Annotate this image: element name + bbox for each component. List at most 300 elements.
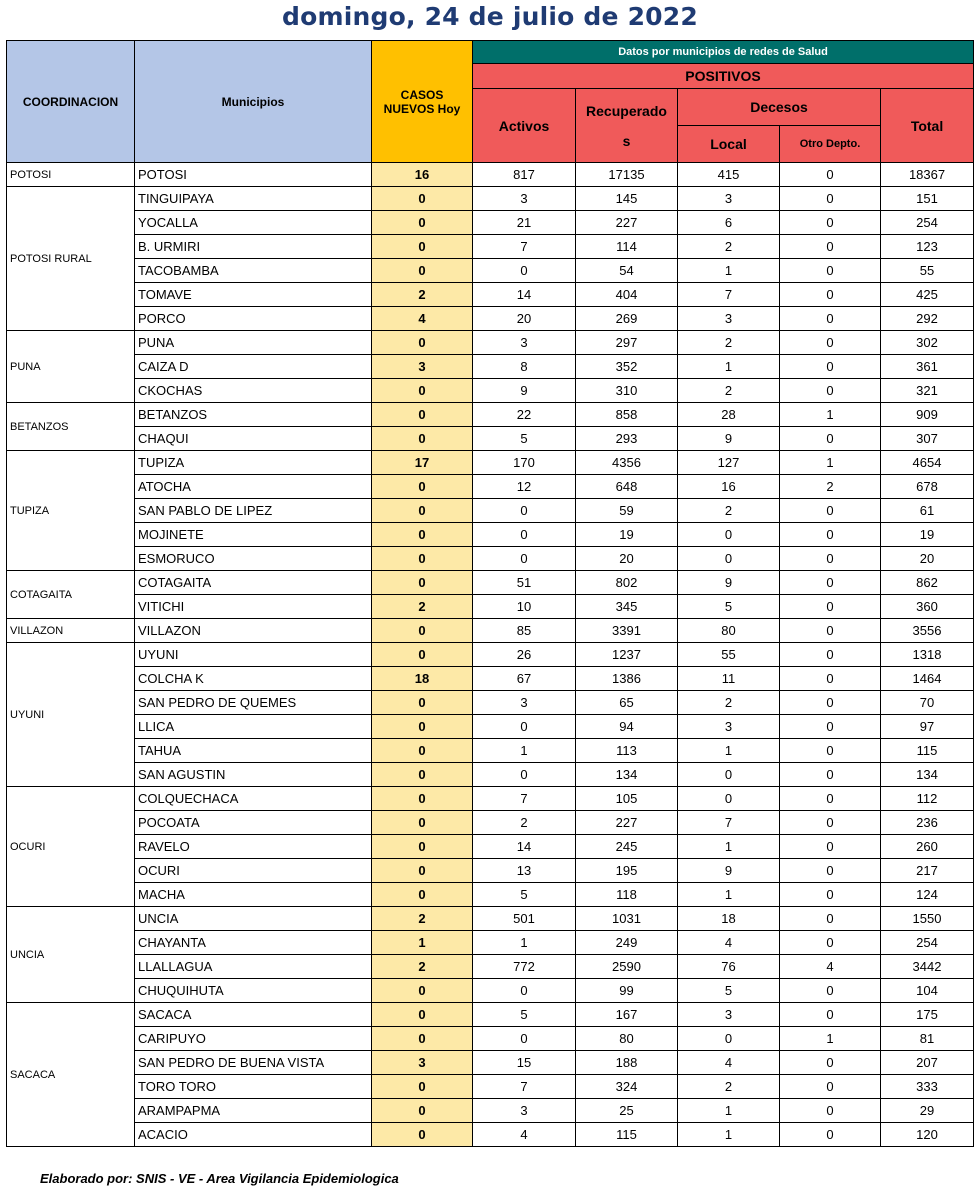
casos-nuevos-cell: 2: [372, 907, 473, 931]
recuperados-cell: 134: [576, 763, 678, 787]
activos-cell: 22: [473, 403, 576, 427]
table-row: [7, 571, 974, 595]
municipio-cell: ESMORUCO: [135, 547, 372, 571]
table-row: [7, 355, 974, 379]
activos-cell: 501: [473, 907, 576, 931]
decesos-local-cell: 9: [678, 859, 780, 883]
casos-nuevos-cell: 0: [372, 571, 473, 595]
decesos-otro-cell: 0: [780, 739, 881, 763]
recuperados-cell: 352: [576, 355, 678, 379]
casos-nuevos-cell: 0: [372, 811, 473, 835]
municipio-cell: YOCALLA: [135, 211, 372, 235]
municipio-cell: MOJINETE: [135, 523, 372, 547]
municipio-cell: ACACIO: [135, 1123, 372, 1147]
footer-credit: Elaborado por: SNIS - VE - Area Vigilancia Epidemiologica: [40, 1171, 399, 1186]
decesos-otro-cell: 0: [780, 547, 881, 571]
total-cell: 115: [881, 739, 974, 763]
coordinacion-cell: COTAGAITA: [7, 571, 135, 619]
municipio-cell: TUPIZA: [135, 451, 372, 475]
decesos-otro-cell: 0: [780, 907, 881, 931]
recuperados-cell: 269: [576, 307, 678, 331]
casos-nuevos-cell: 0: [372, 1123, 473, 1147]
table-row: [7, 643, 974, 667]
coordinacion-cell: UYUNI: [7, 643, 135, 787]
decesos-local-cell: 3: [678, 715, 780, 739]
recuperados-cell: 188: [576, 1051, 678, 1075]
activos-cell: 21: [473, 211, 576, 235]
decesos-otro-cell: 0: [780, 163, 881, 187]
total-cell: 292: [881, 307, 974, 331]
header-local: Local: [678, 126, 780, 163]
recuperados-cell: 310: [576, 379, 678, 403]
total-cell: 151: [881, 187, 974, 211]
casos-nuevos-cell: 0: [372, 523, 473, 547]
total-cell: 104: [881, 979, 974, 1003]
table-row: [7, 979, 974, 1003]
activos-cell: 12: [473, 475, 576, 499]
recuperados-cell: 80: [576, 1027, 678, 1051]
activos-cell: 10: [473, 595, 576, 619]
decesos-local-cell: 2: [678, 379, 780, 403]
recuperados-cell: 227: [576, 211, 678, 235]
decesos-local-cell: 76: [678, 955, 780, 979]
municipio-cell: LLALLAGUA: [135, 955, 372, 979]
decesos-local-cell: 2: [678, 1075, 780, 1099]
coordinacion-cell: BETANZOS: [7, 403, 135, 451]
header-recuperados-line2: s: [622, 132, 631, 149]
table-row: [7, 547, 974, 571]
decesos-otro-cell: 0: [780, 307, 881, 331]
activos-cell: 1: [473, 739, 576, 763]
coordinacion-cell: OCURI: [7, 787, 135, 907]
recuperados-cell: 17135: [576, 163, 678, 187]
casos-nuevos-cell: 0: [372, 979, 473, 1003]
table-row: [7, 931, 974, 955]
recuperados-cell: 65: [576, 691, 678, 715]
recuperados-cell: 20: [576, 547, 678, 571]
casos-nuevos-cell: 2: [372, 595, 473, 619]
header-datos: Datos por municipios de redes de Salud: [473, 41, 974, 64]
decesos-local-cell: 1: [678, 835, 780, 859]
activos-cell: 5: [473, 427, 576, 451]
header-recuperados: [576, 89, 678, 163]
municipio-cell: RAVELO: [135, 835, 372, 859]
casos-nuevos-cell: 0: [372, 643, 473, 667]
decesos-local-cell: 415: [678, 163, 780, 187]
municipio-cell: ARAMPAPMA: [135, 1099, 372, 1123]
decesos-local-cell: 3: [678, 307, 780, 331]
table-row: [7, 1027, 974, 1051]
total-cell: 55: [881, 259, 974, 283]
recuperados-cell: 4356: [576, 451, 678, 475]
activos-cell: 20: [473, 307, 576, 331]
decesos-local-cell: 28: [678, 403, 780, 427]
activos-cell: 14: [473, 835, 576, 859]
table-row: [7, 475, 974, 499]
table-row: [7, 163, 974, 187]
decesos-local-cell: 127: [678, 451, 780, 475]
total-cell: 207: [881, 1051, 974, 1075]
decesos-local-cell: 5: [678, 979, 780, 1003]
header-coordinacion: COORDINACION: [7, 41, 135, 163]
table-row: [7, 1099, 974, 1123]
recuperados-cell: 249: [576, 931, 678, 955]
recuperados-cell: 1031: [576, 907, 678, 931]
casos-nuevos-cell: 18: [372, 667, 473, 691]
decesos-otro-cell: 0: [780, 643, 881, 667]
municipio-cell: SAN PEDRO DE QUEMES: [135, 691, 372, 715]
municipio-cell: TACOBAMBA: [135, 259, 372, 283]
table-row: [7, 331, 974, 355]
decesos-local-cell: 0: [678, 763, 780, 787]
municipio-cell: LLICA: [135, 715, 372, 739]
municipio-cell: CHAQUI: [135, 427, 372, 451]
table-row: [7, 955, 974, 979]
recuperados-cell: 293: [576, 427, 678, 451]
activos-cell: 8: [473, 355, 576, 379]
casos-nuevos-cell: 0: [372, 619, 473, 643]
casos-nuevos-cell: 0: [372, 1075, 473, 1099]
coordinacion-cell: SACACA: [7, 1003, 135, 1147]
header-decesos: Decesos: [678, 89, 881, 126]
total-cell: 302: [881, 331, 974, 355]
activos-cell: 0: [473, 523, 576, 547]
recuperados-cell: 2590: [576, 955, 678, 979]
table-row: [7, 523, 974, 547]
casos-nuevos-cell: 0: [372, 715, 473, 739]
decesos-otro-cell: 0: [780, 331, 881, 355]
decesos-local-cell: 9: [678, 571, 780, 595]
casos-nuevos-cell: 0: [372, 259, 473, 283]
decesos-local-cell: 2: [678, 499, 780, 523]
activos-cell: 0: [473, 763, 576, 787]
table-row: [7, 907, 974, 931]
recuperados-cell: 227: [576, 811, 678, 835]
recuperados-cell: 297: [576, 331, 678, 355]
decesos-local-cell: 7: [678, 283, 780, 307]
activos-cell: 85: [473, 619, 576, 643]
activos-cell: 13: [473, 859, 576, 883]
casos-nuevos-cell: 3: [372, 1051, 473, 1075]
recuperados-cell: 245: [576, 835, 678, 859]
municipio-cell: B. URMIRI: [135, 235, 372, 259]
decesos-otro-cell: 0: [780, 379, 881, 403]
decesos-local-cell: 1: [678, 1099, 780, 1123]
activos-cell: 15: [473, 1051, 576, 1075]
municipio-cell: UNCIA: [135, 907, 372, 931]
table-row: [7, 1003, 974, 1027]
table-row: [7, 451, 974, 475]
decesos-local-cell: 6: [678, 211, 780, 235]
activos-cell: 0: [473, 1027, 576, 1051]
recuperados-cell: 94: [576, 715, 678, 739]
total-cell: 18367: [881, 163, 974, 187]
decesos-otro-cell: 0: [780, 1099, 881, 1123]
decesos-otro-cell: 0: [780, 427, 881, 451]
municipio-cell: CHUQUIHUTA: [135, 979, 372, 1003]
decesos-otro-cell: 0: [780, 883, 881, 907]
decesos-local-cell: 7: [678, 811, 780, 835]
decesos-local-cell: 9: [678, 427, 780, 451]
casos-nuevos-cell: 2: [372, 283, 473, 307]
total-cell: 112: [881, 787, 974, 811]
municipio-cell: CKOCHAS: [135, 379, 372, 403]
activos-cell: 817: [473, 163, 576, 187]
casos-nuevos-cell: 0: [372, 427, 473, 451]
table-row: [7, 691, 974, 715]
decesos-local-cell: 1: [678, 883, 780, 907]
decesos-otro-cell: 4: [780, 955, 881, 979]
table-row: [7, 283, 974, 307]
decesos-local-cell: 16: [678, 475, 780, 499]
table-row: [7, 187, 974, 211]
recuperados-cell: 345: [576, 595, 678, 619]
total-cell: 361: [881, 355, 974, 379]
table-body: [7, 163, 974, 1147]
decesos-local-cell: 11: [678, 667, 780, 691]
municipio-cell: MACHA: [135, 883, 372, 907]
table-row: [7, 619, 974, 643]
casos-nuevos-cell: 0: [372, 475, 473, 499]
casos-nuevos-cell: 0: [372, 739, 473, 763]
municipio-cell: VITICHI: [135, 595, 372, 619]
activos-cell: 0: [473, 259, 576, 283]
coordinacion-cell: TUPIZA: [7, 451, 135, 571]
decesos-local-cell: 3: [678, 187, 780, 211]
table-row: [7, 1075, 974, 1099]
table-row: [7, 835, 974, 859]
decesos-local-cell: 2: [678, 331, 780, 355]
casos-nuevos-cell: 0: [372, 883, 473, 907]
header-casos-line1: CASOS: [400, 87, 444, 102]
activos-cell: 67: [473, 667, 576, 691]
table-row: [7, 667, 974, 691]
municipio-cell: CHAYANTA: [135, 931, 372, 955]
municipio-cell: COLCHA K: [135, 667, 372, 691]
total-cell: 19: [881, 523, 974, 547]
decesos-otro-cell: 0: [780, 763, 881, 787]
total-cell: 4654: [881, 451, 974, 475]
decesos-otro-cell: 0: [780, 667, 881, 691]
decesos-local-cell: 1: [678, 1123, 780, 1147]
municipio-cell: CAIZA D: [135, 355, 372, 379]
total-cell: 123: [881, 235, 974, 259]
decesos-local-cell: 1: [678, 739, 780, 763]
recuperados-cell: 1237: [576, 643, 678, 667]
casos-nuevos-cell: 16: [372, 163, 473, 187]
activos-cell: 3: [473, 1099, 576, 1123]
table-row: [7, 1051, 974, 1075]
coordinacion-cell: POTOSI: [7, 163, 135, 187]
recuperados-cell: 3391: [576, 619, 678, 643]
recuperados-cell: 802: [576, 571, 678, 595]
activos-cell: 7: [473, 1075, 576, 1099]
total-cell: 3442: [881, 955, 974, 979]
activos-cell: 0: [473, 547, 576, 571]
decesos-otro-cell: 0: [780, 211, 881, 235]
total-cell: 3556: [881, 619, 974, 643]
casos-nuevos-cell: 0: [372, 547, 473, 571]
table-row: [7, 211, 974, 235]
decesos-otro-cell: 0: [780, 187, 881, 211]
activos-cell: 14: [473, 283, 576, 307]
table-row: [7, 1123, 974, 1147]
recuperados-cell: 105: [576, 787, 678, 811]
decesos-otro-cell: 0: [780, 355, 881, 379]
decesos-local-cell: 5: [678, 595, 780, 619]
activos-cell: 0: [473, 715, 576, 739]
casos-nuevos-cell: 2: [372, 955, 473, 979]
casos-nuevos-cell: 0: [372, 379, 473, 403]
recuperados-cell: 59: [576, 499, 678, 523]
coordinacion-cell: VILLAZON: [7, 619, 135, 643]
recuperados-cell: 324: [576, 1075, 678, 1099]
table-row: [7, 235, 974, 259]
decesos-otro-cell: 1: [780, 451, 881, 475]
decesos-otro-cell: 0: [780, 691, 881, 715]
casos-nuevos-cell: 0: [372, 235, 473, 259]
table-row: [7, 259, 974, 283]
casos-nuevos-cell: 0: [372, 331, 473, 355]
casos-nuevos-cell: 0: [372, 1099, 473, 1123]
recuperados-cell: 113: [576, 739, 678, 763]
total-cell: 1318: [881, 643, 974, 667]
total-cell: 307: [881, 427, 974, 451]
decesos-local-cell: 55: [678, 643, 780, 667]
total-cell: 254: [881, 211, 974, 235]
decesos-local-cell: 3: [678, 1003, 780, 1027]
municipio-cell: TAHUA: [135, 739, 372, 763]
total-cell: 29: [881, 1099, 974, 1123]
recuperados-cell: 118: [576, 883, 678, 907]
municipio-cell: BETANZOS: [135, 403, 372, 427]
table-row: [7, 715, 974, 739]
activos-cell: 3: [473, 187, 576, 211]
municipio-cell: SACACA: [135, 1003, 372, 1027]
total-cell: 254: [881, 931, 974, 955]
municipio-cell: ATOCHA: [135, 475, 372, 499]
total-cell: 909: [881, 403, 974, 427]
activos-cell: 772: [473, 955, 576, 979]
total-cell: 360: [881, 595, 974, 619]
municipio-cell: POTOSI: [135, 163, 372, 187]
recuperados-cell: 167: [576, 1003, 678, 1027]
table-row: [7, 379, 974, 403]
total-cell: 20: [881, 547, 974, 571]
decesos-otro-cell: 1: [780, 1027, 881, 1051]
activos-cell: 9: [473, 379, 576, 403]
casos-nuevos-cell: 0: [372, 1003, 473, 1027]
header-municipios: Municipios: [135, 41, 372, 163]
activos-cell: 4: [473, 1123, 576, 1147]
casos-nuevos-cell: 0: [372, 211, 473, 235]
total-cell: 1464: [881, 667, 974, 691]
table-header: [7, 41, 974, 163]
recuperados-cell: 114: [576, 235, 678, 259]
header-recuperados-line1: Recuperado: [586, 102, 667, 119]
decesos-otro-cell: 0: [780, 1123, 881, 1147]
municipio-cell: SAN PEDRO DE BUENA VISTA: [135, 1051, 372, 1075]
casos-nuevos-cell: 3: [372, 355, 473, 379]
decesos-otro-cell: 0: [780, 235, 881, 259]
activos-cell: 1: [473, 931, 576, 955]
total-cell: 175: [881, 1003, 974, 1027]
decesos-otro-cell: 0: [780, 619, 881, 643]
total-cell: 678: [881, 475, 974, 499]
page-title: domingo, 24 de julio de 2022: [282, 2, 698, 31]
total-cell: 1550: [881, 907, 974, 931]
municipio-cell: PORCO: [135, 307, 372, 331]
decesos-otro-cell: 0: [780, 571, 881, 595]
decesos-otro-cell: 0: [780, 859, 881, 883]
decesos-otro-cell: 0: [780, 787, 881, 811]
activos-cell: 2: [473, 811, 576, 835]
total-cell: 425: [881, 283, 974, 307]
total-cell: 124: [881, 883, 974, 907]
recuperados-cell: 145: [576, 187, 678, 211]
casos-nuevos-cell: 0: [372, 859, 473, 883]
table-row: [7, 595, 974, 619]
activos-cell: 3: [473, 691, 576, 715]
table-row: [7, 739, 974, 763]
total-cell: 120: [881, 1123, 974, 1147]
coordinacion-cell: POTOSI RURAL: [7, 187, 135, 331]
decesos-otro-cell: 0: [780, 979, 881, 1003]
casos-nuevos-cell: 0: [372, 835, 473, 859]
header-otro-depto: Otro Depto.: [780, 126, 881, 163]
municipio-cell: CARIPUYO: [135, 1027, 372, 1051]
decesos-local-cell: 80: [678, 619, 780, 643]
recuperados-cell: 54: [576, 259, 678, 283]
municipio-cell: UYUNI: [135, 643, 372, 667]
decesos-otro-cell: 0: [780, 811, 881, 835]
casos-nuevos-cell: 0: [372, 187, 473, 211]
activos-cell: 51: [473, 571, 576, 595]
table-row: [7, 403, 974, 427]
activos-cell: 5: [473, 1003, 576, 1027]
municipio-cell: COLQUECHACA: [135, 787, 372, 811]
recuperados-cell: 404: [576, 283, 678, 307]
activos-cell: 0: [473, 499, 576, 523]
coordinacion-cell: PUNA: [7, 331, 135, 403]
decesos-local-cell: 1: [678, 259, 780, 283]
activos-cell: 26: [473, 643, 576, 667]
activos-cell: 170: [473, 451, 576, 475]
decesos-otro-cell: 0: [780, 1051, 881, 1075]
recuperados-cell: 19: [576, 523, 678, 547]
table-row: [7, 811, 974, 835]
total-cell: 61: [881, 499, 974, 523]
decesos-local-cell: 2: [678, 691, 780, 715]
decesos-local-cell: 18: [678, 907, 780, 931]
decesos-otro-cell: 0: [780, 1075, 881, 1099]
total-cell: 70: [881, 691, 974, 715]
recuperados-cell: 1386: [576, 667, 678, 691]
decesos-local-cell: 1: [678, 355, 780, 379]
casos-nuevos-cell: 4: [372, 307, 473, 331]
header-positivos: POSITIVOS: [473, 64, 974, 89]
total-cell: 236: [881, 811, 974, 835]
casos-nuevos-cell: 17: [372, 451, 473, 475]
municipio-cell: TORO TORO: [135, 1075, 372, 1099]
activos-cell: 0: [473, 979, 576, 1003]
decesos-local-cell: 0: [678, 547, 780, 571]
table-row: [7, 859, 974, 883]
decesos-otro-cell: 1: [780, 403, 881, 427]
total-cell: 862: [881, 571, 974, 595]
activos-cell: 7: [473, 235, 576, 259]
total-cell: 260: [881, 835, 974, 859]
